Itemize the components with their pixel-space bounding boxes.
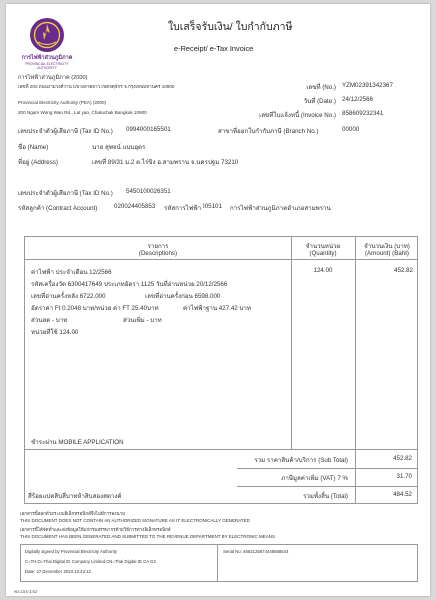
issuer-name-th: การไฟฟ้าส่วนภูมิภาค (2000) bbox=[18, 75, 88, 81]
issuer-name-en: Provincial Electricity Authority (PEA) (2000) bbox=[18, 100, 107, 105]
issuer-address-en: 200 Ngam Wong Wan Rd., Lat yao, Chatuchak Bangkok 10900 bbox=[18, 110, 147, 115]
note-line2-th: เอกสารนี้ได้จัดทำและส่งข้อมูลให้แก่กรมสรรพากรด้วยวิธีการทางอิเล็กทรอนิกส์ bbox=[20, 527, 171, 532]
issuer-tax-id: 0994000165501 bbox=[126, 126, 171, 133]
payment-note: ชำระผ่าน MOBILE APPLICATION bbox=[31, 439, 124, 446]
pea-logo bbox=[18, 16, 76, 70]
note-line2-en: THIS DOCUMENT HAS BEEN GENERATED AND SUBMITTED TO THE REVENUE DEPARTMENT BY ELECTRONIC MEANS bbox=[20, 534, 276, 539]
customer-address: เลขที่ 89/31 ม.2 ต.ไร่ขิง อ.สามพราน จ.นครปฐม 73210 bbox=[92, 159, 239, 166]
signature-date: Date: 27 December 2023 10:43:12 bbox=[25, 569, 91, 574]
note-line1-en: THIS DOCUMENT DOES NOT CONTAIN AN AUTHORIZED SIGNATURE AS IT ELECTRONICALLY GENERATED bbox=[20, 518, 250, 523]
receipt-no: YZM02391342367 bbox=[342, 82, 393, 89]
subtotal-label: รวม ราคาสินค้า/บริการ (Sub Total) bbox=[254, 457, 348, 464]
issuer-tax-id-label: เลขประจำตัวผู้เสียภาษี (Tax ID No.) bbox=[18, 128, 113, 135]
line-item: หน่วยที่ใช้ 124.00 bbox=[31, 329, 79, 336]
summary-divider bbox=[237, 468, 417, 469]
header-divider bbox=[25, 259, 417, 260]
pea-emblem-icon bbox=[27, 16, 67, 54]
office-code-label: รหัสการไฟฟ้า bbox=[164, 205, 202, 212]
col-desc-en: (Descriptions) bbox=[138, 250, 178, 257]
items-table bbox=[24, 236, 418, 450]
line-item: เลขที่อ่านครั้งหลัง 6722.000 bbox=[31, 293, 106, 300]
invoice-no: 858609232341 bbox=[342, 110, 384, 117]
contract-account-label: รหัสลูกค้า (Contract Account) bbox=[18, 205, 98, 212]
col-amt-en: (Amount) (Baht) bbox=[364, 250, 409, 257]
vat-label: ภาษีมูลค่าเพิ่ม (VAT) 7 % bbox=[281, 475, 348, 482]
line-item: ส่วนเพิ่ม - บาท bbox=[123, 317, 162, 324]
office-name: การไฟฟ้าส่วนภูมิภาคอำเภอสามพราน bbox=[230, 205, 331, 212]
invoice-no-label: เลขที่ใบแจ้งหนี้ (Invoice No.) bbox=[259, 112, 336, 119]
line-item: รหัสเครื่องวัด 6300417649 ประเภทอัตรา 1125 วันที่อ่านหน่วย 20/12/2566 bbox=[31, 281, 228, 288]
item-quantity: 124.00 bbox=[313, 267, 333, 274]
signed-by: Digitally signed by Provincial Electricity Authority bbox=[25, 549, 117, 554]
customer-tax-id: 5450100026351 bbox=[126, 188, 171, 195]
office-code: I05101 bbox=[203, 203, 222, 210]
digital-signature-box bbox=[20, 544, 418, 582]
line-item: อัตราค่า Ft 0.2048 บาท/หน่วย ค่า FT 25.40บาท bbox=[31, 305, 159, 312]
customer-name-label: ชื่อ (Name) bbox=[18, 144, 49, 151]
logo-subtext: PROVINCIAL ELECTRICITY AUTHORITY bbox=[25, 62, 69, 70]
branch-no: 00000 bbox=[342, 126, 360, 133]
customer-name: นาย สุพจน์ แบบอุตร bbox=[92, 144, 146, 151]
line-item: ส่วนลด - บาท bbox=[31, 317, 68, 324]
receipt-no-label: เลขที่ (No.) bbox=[306, 84, 336, 91]
col-amt-th: จำนวนเงิน (บาท) bbox=[364, 243, 410, 250]
customer-tax-id-label: เลขประจำตัวผู้เสียภาษี (Tax ID No.) bbox=[18, 190, 113, 197]
issuer-address-th: เลขที่ 200 ถนนงามวงศ์วาน แขวงลาดยาว เขตจตุจักร จ.กรุงเทพมหานคร 10900 bbox=[18, 84, 175, 89]
subtotal-amount: 452.82 bbox=[393, 455, 412, 462]
line-item: เลขที่อ่านครั้งก่อน 6598.000 bbox=[145, 293, 221, 300]
title-thai: ใบเสร็จรับเงิน/ ใบกำกับภาษี bbox=[168, 21, 293, 33]
receipt-page bbox=[6, 4, 430, 596]
signature-divider bbox=[217, 545, 218, 581]
line-item: ค่าไฟฟ้าฐาน 427.42 บาท bbox=[183, 305, 251, 312]
contract-account: 020024405853 bbox=[114, 203, 156, 210]
total-amount: 484.52 bbox=[393, 491, 412, 498]
title-english: e-Receipt/ e-Tax Invoice bbox=[174, 44, 254, 53]
certificate-issuer: C=TH,O=Thai Digital ID Company Limited,CN=Thai Digital ID CA G3 bbox=[25, 559, 156, 564]
summary-divider bbox=[237, 486, 417, 487]
col-qty-th: จำนวนหน่วย bbox=[305, 243, 341, 250]
line-item: ค่าไฟฟ้า ประจำเดือน 12/2566 bbox=[31, 269, 112, 276]
vat-amount: 31.70 bbox=[396, 473, 412, 480]
total-label: รวมทั้งสิ้น (Total) bbox=[303, 493, 348, 500]
amount-in-words: สี่ร้อยแปดสิบสี่บาทห้าสิบสองสตางค์ bbox=[28, 493, 122, 500]
branch-label: สาขาที่ออกใบกำกับภาษี (Branch No.) bbox=[218, 128, 319, 135]
note-line1-th: เอกสารนี้ออกด้วยระบบอิเล็กทรอนิกส์จึงไม่มีการลงนาม bbox=[20, 511, 126, 516]
item-amount: 452.82 bbox=[394, 267, 413, 274]
form-code: ฟส.154-3.62 bbox=[14, 589, 38, 594]
logo-text: การไฟฟ้าส่วนภูมิภาค bbox=[21, 55, 73, 61]
col-qty-en: (Quantity) bbox=[309, 250, 337, 257]
date-label: วันที่ (Date.) bbox=[303, 98, 336, 105]
certificate-serial: Serial No: 4662125674445558544 bbox=[223, 549, 289, 554]
receipt-date: 24/12/2566 bbox=[342, 96, 373, 103]
customer-address-label: ที่อยู่ (Address) bbox=[18, 159, 58, 166]
col-desc-th: รายการ bbox=[147, 243, 169, 250]
